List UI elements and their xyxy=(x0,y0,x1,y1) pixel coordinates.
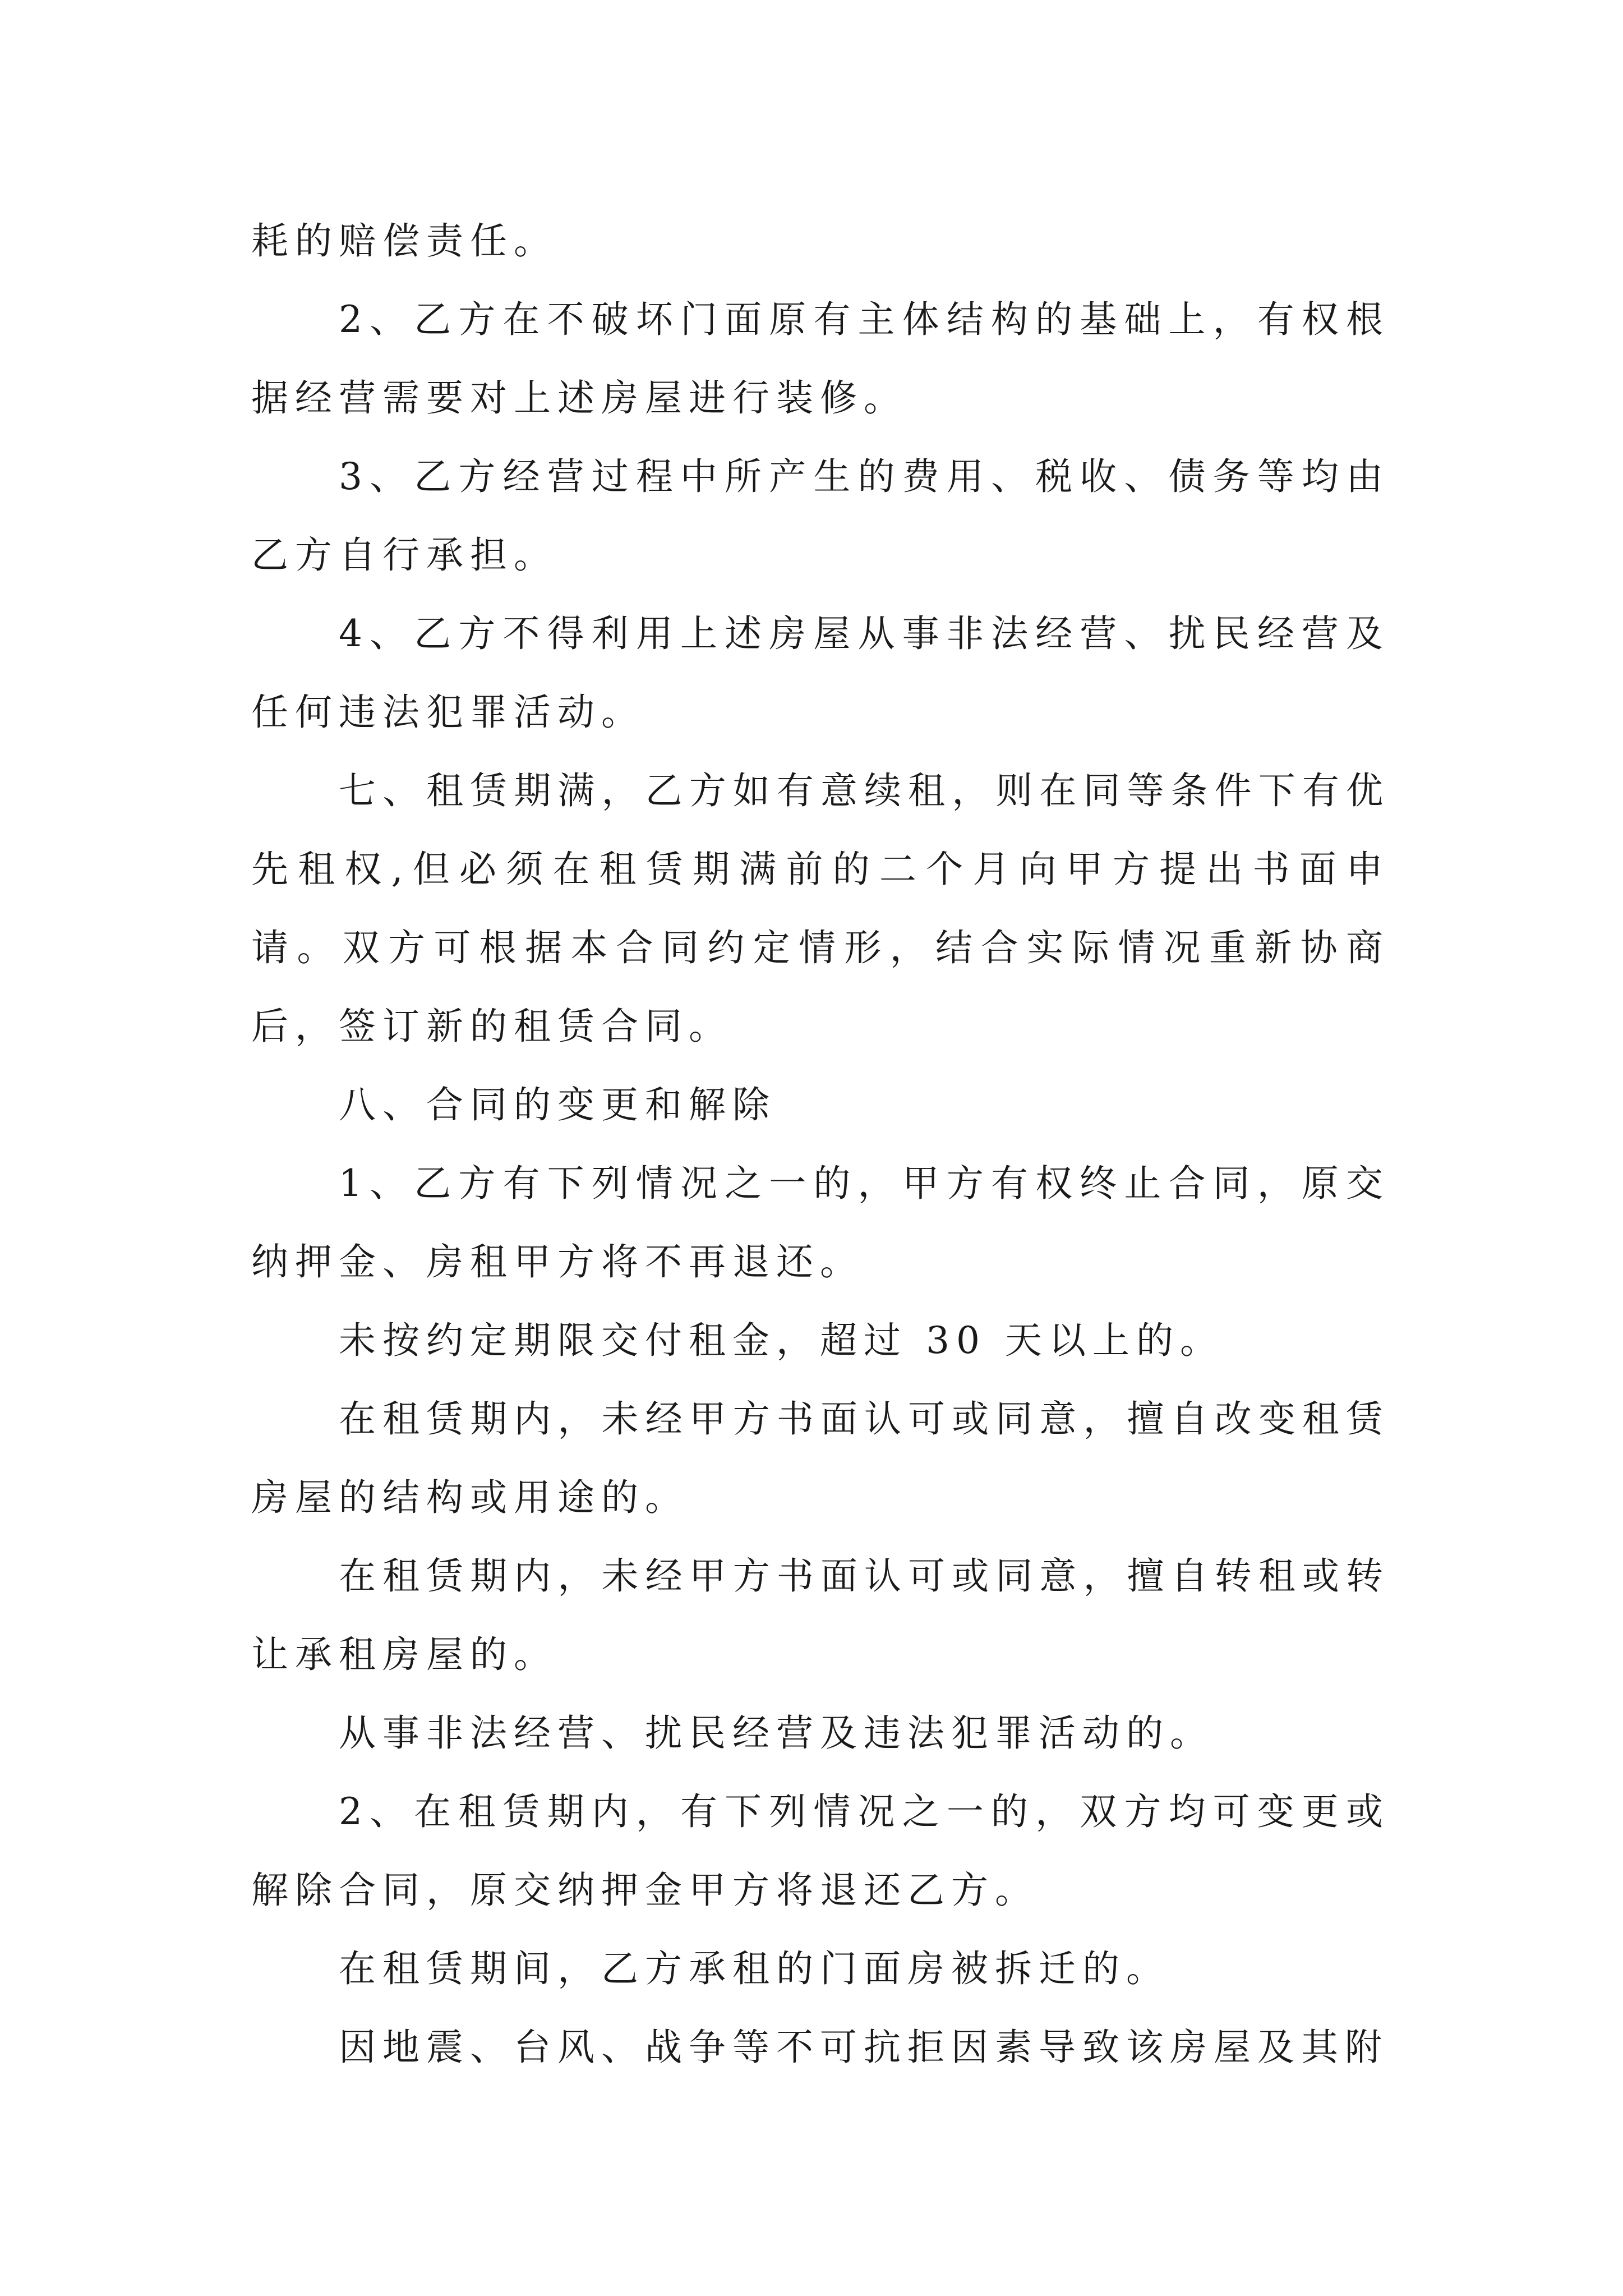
paragraph-8-item-a: 未按约定期限交付租金，超过 30 天以上的。 xyxy=(339,1319,1224,1362)
paragraph-8-item-c: 在租赁期内，未经甲方书面认可或同意，擅自转租或转让承租房屋的。 xyxy=(251,1554,1390,1676)
paragraph-continuation: 耗的赔偿责任。 xyxy=(251,219,557,263)
paragraph-clause-4: 4、乙方不得利用上述房屋从事非法经营、扰民经营及任何违法犯罪活动。 xyxy=(251,612,1390,734)
paragraph-8-item-d: 从事非法经营、扰民经营及违法犯罪活动的。 xyxy=(339,1711,1214,1755)
paragraph-section-7: 七、租赁期满，乙方如有意续租，则在同等条件下有优先租权,但必须在租赁期满前的二个月向甲方提出书面申请。双方可根据本合同约定情形，结合实际情况重新协商后，签订新的租赁合同。 xyxy=(251,769,1390,1048)
paragraph-8-item-e: 在租赁期间，乙方承租的门面房被拆迁的。 xyxy=(339,1947,1170,1990)
paragraph-clause-3: 3、乙方经营过程中所产生的费用、税收、债务等均由乙方自行承担。 xyxy=(251,455,1390,577)
paragraph-8-clause-1: 1、乙方有下列情况之一的，甲方有权终止合同，原交纳押金、房租甲方将不再退还。 xyxy=(251,1162,1390,1283)
paragraph-8-clause-2: 2、在租赁期内，有下列情况之一的，双方均可变更或解除合同，原交纳押金甲方将退还乙方。 xyxy=(251,1790,1390,1912)
document-body xyxy=(251,202,1390,2087)
paragraph-8-item-f: 因地震、台风、战争等不可抗拒因素导致该房屋及其附 xyxy=(339,2026,1389,2069)
section-heading-8: 八、合同的变更和解除 xyxy=(339,1083,776,1126)
paragraph-clause-2: 2、乙方在不破坏门面原有主体结构的基础上，有权根据经营需要对上述房屋进行装修。 xyxy=(251,298,1390,420)
paragraph-8-item-b: 在租赁期内，未经甲方书面认可或同意，擅自改变租赁房屋的结构或用途的。 xyxy=(251,1397,1390,1519)
